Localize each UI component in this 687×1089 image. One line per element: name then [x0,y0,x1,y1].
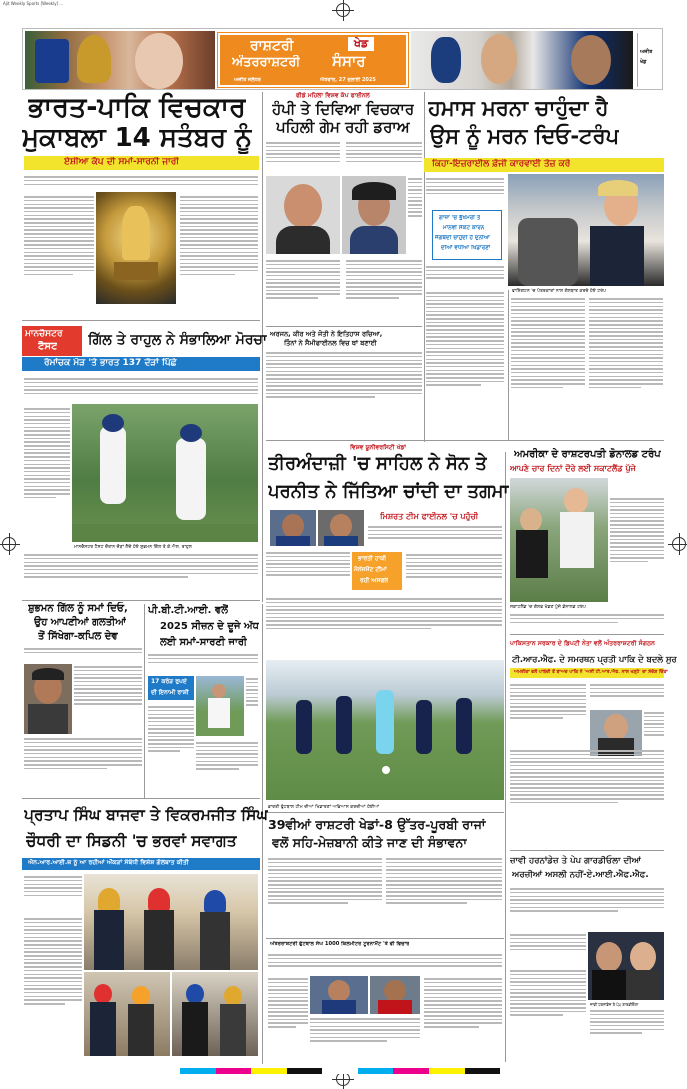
xavi-body-top [510,886,664,932]
hamas-strap-text: ਕਿਹਾ-ਇਜ਼ਰਾਈਲ ਫ਼ੌਜੀ ਕਾਰਵਾਈ ਤੇਜ਼ ਕਰੇ [432,159,571,169]
xavi-headline-2: ਅਰਜ਼ੀਆਂ ਅਸਲੀ ਨਹੀਂ-ਏ.ਆਈ.ਐਫ.ਐਫ. [512,870,649,880]
masthead-date: ਐਤਵਾਰ, 27 ਜੁਲਾਈ 2025 [320,77,376,83]
games-sub-body-left [268,976,308,1060]
section-divider [510,850,664,851]
column-divider [508,290,509,440]
bajwa-strap-text: ਐਨ.ਆਰ.ਆਈ.ਜ਼ ਨੂੰ ਆ ਰਹੀਆਂ ਔਕੜਾਂ ਸੰਬੰਧੀ ਵਿਸ਼ੇਸ਼ ਗੱਲਬਾਤ ਕੀਤੀ [28,859,189,866]
games-sub-body-right [424,976,502,1060]
xavi-body-bottom-left [510,968,586,1060]
print-slug: Ajit Weekly Sports [Weekly] ... [3,1,64,6]
trump-golf-body-bottom [510,612,664,632]
masthead-paper: ਅਜੀਤ ਜਲੰਧਰ [234,77,261,83]
gill-kapil-photo [24,664,72,734]
chess-body-bottom-right [346,258,422,324]
pakistan-strap-text: ਅਮਰੀਕਾ ਵਲੋਂ ਪਾਬੰਦੀ ਤੋਂ ਬਾਅਦ ਪਾਕਿ ਨੇ 'ਅਸੀਂ ਟੀ.ਆਰ.ਐਫ. ਨਾਲ ਖੜ੍ਹੇ' ਦਾ ਸੰਦੇਸ਼ ਦਿੱਤਾ [514,670,668,675]
hamas-headline-1: ਹਮਾਸ ਮਰਨਾ ਚਾਹੁੰਦਾ ਹੈ [428,96,609,120]
asia-cup-headline-2: ਮੁਕਾਬਲਾ 14 ਸਤੰਬਰ ਨੂੰ [22,123,253,153]
manchester-body-left [24,406,70,536]
hamas-inset [432,210,502,260]
masthead-title-right-2: ਸੰਸਾਰ [332,52,366,70]
bajwa-headline-1: ਪ੍ਰਤਾਪ ਸਿੰਘ ਬਾਜਵਾ ਤੇ ਵਿਕਰਮਜੀਤ ਸਿੰਘ [24,806,269,824]
asia-cup-body-right [180,194,258,306]
column-divider [505,452,506,1062]
masthead-left-photos [25,31,215,89]
chess-sub-body [266,350,422,430]
pti-box-2: ਦੀ ਇਨਾਮੀ ਰਾਸ਼ੀ [151,689,189,696]
registration-mark-bottom [336,1072,350,1086]
masthead-title-left-1: ਰਾਸ਼ਟਰੀ [250,38,294,54]
manchester-tag-2: ਟੈਸਟ [38,341,58,352]
pti-headline-1: ਪੀ.ਬੀ.ਟੀ.ਆਈ. ਵਲੋਂ [148,605,228,616]
archery-orange-1: ਭਾਰਤੀ ਹਾਕੀ [358,555,387,562]
manchester-strap [22,357,260,371]
archery-body-sub [368,524,502,548]
column-divider [144,604,145,798]
bajwa-photo-bottom-left [84,972,170,1056]
archery-orange-box [352,552,402,590]
archery-body-bottom [266,596,502,656]
manchester-tag-1: ਮਾਨਚੈਸਟਰ [25,329,63,339]
pti-body-bottom [148,704,194,796]
gill-body-right [74,664,142,734]
pakistan-body-bottom [510,748,664,848]
hamas-headline-2: ਉਸ ਨੂੰ ਮਰਨ ਦਿਓ-ਟਰੰਪ [430,124,620,148]
hamas-body-c2 [511,296,585,440]
gill-body-bottom [24,736,142,796]
games-sub-body-mid [310,1016,420,1060]
manchester-headline: ਗਿੱਲ ਤੇ ਰਾਹੁਲ ਨੇ ਸੰਭਾਲਿਆ ਮੋਰਚਾ [88,332,267,348]
games-sub: ਅੰਤਰਰਾਸ਼ਟਰੀ ਫੁੱਟਬਾਲ ਸੰਘ 1000 ਕਿਲੋਮੀਟਰ ਟੂਰਨਾਮੈਂਟ 'ਤੇ ਵੀ ਵਿਚਾਰ [270,941,410,947]
pti-golf-photo [196,676,244,736]
xavi-body-bottom-right [590,1008,664,1060]
chess-headline-1: ਹੰਪੀ ਤੇ ਦਿਵਿਆ ਵਿਚਕਾਰ [272,100,415,118]
football-caption: ਭਾਰਤੀ ਫੁੱਟਬਾਲ ਟੀਮ ਦੀਆਂ ਖਿਡਾਰਣਾਂ ਅਭਿਆਸ ਕਰਦੀਆਂ ਹੋਈਆਂ [268,805,380,810]
games-sub-body-top [268,952,502,976]
archery-body-right [406,552,502,596]
hamas-body-mid [426,264,504,288]
manchester-body-bottom [24,552,258,598]
archery-headline-2: ਪਰਨੀਤ ਨੇ ਜਿੱਤਿਆ ਚਾਂਦੀ ਦਾ ਤਗਮਾ [268,481,509,502]
archery-body-left [266,550,350,594]
section-divider [266,440,664,441]
masthead-title-left-2: ਅੰਤਰਰਾਸ਼ਟਰੀ [232,55,301,70]
chess-sub-1: ਅਰਜਨ, ਕੀਰ ਅਤੇ ਜੋਤੀ ਨੇ ਇਤਿਹਾਸ ਰਚਿਆ, [270,330,383,338]
asia-cup-strap-text: ਏਸ਼ੀਆ ਕੱਪ ਦੀ ਸਮਾਂ-ਸਾਰਨੀ ਜਾਰੀ [64,157,180,167]
section-divider [22,320,260,321]
asia-cup-trophy-photo [96,192,176,304]
section-divider [22,798,260,799]
games-headline-2: ਵਲੋਂ ਸਹਿ-ਮੇਜ਼ਬਾਨੀ ਕੀਤੇ ਜਾਣ ਦੀ ਸੰਭਾਵਨਾ [272,835,467,850]
chess-headline-2: ਪਹਿਲੀ ਗੇਮ ਰਹੀ ਡਰਾਅ [276,118,410,136]
bajwa-body-left [24,874,82,914]
bajwa-strap [22,858,260,870]
section-divider [266,938,504,939]
archery-orange-2: ਮੈਨੇਜਮੈਂਟ ਟੀਮਾਂ [354,566,387,573]
pti-prize-box [148,676,194,700]
archery-photo-sahil [270,510,316,546]
asia-cup-headline-1: ਭਾਰਤ-ਪਾਕਿ ਵਿਚਕਾਰ [28,92,246,123]
section-divider [510,634,664,635]
hamas-body-c1 [426,290,504,440]
archery-orange-3: ਰਹੀ ਅਸਫਲ [360,577,389,584]
chess-sub-2: ਤਿੰਨਾਂ ਨੇ ਸੈਮੀਫਾਈਨਲ ਵਿਚ ਥਾਂ ਬਣਾਈ [284,339,377,347]
masthead-title-box [218,33,408,87]
trump-golf-photo [510,478,608,602]
xavi-caption: ਜ਼ਾਵੀ ਹਰਨਾਂਡੇਜ਼ ਤੇ ਪੇਪ ਗਾਰਡੀਓਲਾ [590,1002,639,1007]
pakistan-body-left [510,682,586,746]
hamas-inset-4: ਦੀਆਂ ਵਧੀਆ ਖਿਡਾਰਣਾਂ [441,245,491,251]
hamas-inset-3: ਜੰਗਬੰਦੀ ਚਾਹੁੰਦੀ ਹੈ ਦੁਨੀਆ [435,235,490,241]
registration-mark-top [336,3,350,17]
pti-body-side [246,676,258,736]
pti-headline-3: ਲਈ ਸਮਾਂ-ਸਾਰਣੀ ਜਾਰੀ [160,637,248,648]
pti-headline-2: 2025 ਸੀਜ਼ਨ ਦੇ ਦੂਜੇ ਅੱਧ [160,621,259,632]
masthead-page-label: ਅਜੀਤ ਖੇਡ [640,49,653,65]
games-headline-1: 39ਵੀਆਂ ਰਾਸ਼ਟਰੀ ਖੇਡਾਂ-8 ਉੱਤਰ-ਪੂਰਬੀ ਰਾਜਾਂ [268,817,486,832]
pti-body-bottom-right [196,740,258,796]
masthead-right-photos [411,31,633,89]
gill-headline-3: ਤੋਂ ਸਿੱਖੇਗਾ-ਕਪਿਲ ਦੇਵ [38,631,118,642]
gill-headline-2: ਉਹ ਆਪਣੀਆਂ ਗਲਤੀਆਂ [34,617,127,628]
column-divider [262,604,263,1064]
hamas-inset-2: ਮਾਨਵੀ ਸੰਕਟ ਕਾਰਨ [443,225,485,231]
bajwa-photo-bottom-right [172,972,258,1056]
trump-golf-headline-2: ਆਪਣੇ ਚਾਰ ਦਿਨਾਂ ਦੌਰੇ ਲਈ ਸਕਾਟਲੈਂਡ ਪੁੱਜੇ [510,464,636,473]
column-divider [424,92,425,442]
games-body-left [268,856,382,936]
chess-photo-divya [342,176,406,254]
chess-body-right [346,140,422,174]
gill-headline-1: ਸ਼ੁਭਮਨ ਗਿੱਲ ਨੂੰ ਸਮਾਂ ਦਿਓ, [28,603,128,614]
archery-kicker: ਵਿਸ਼ਵ ਯੂਨੀਵਰਸਿਟੀ ਖੇਡਾਂ [350,444,407,451]
masthead-title-right-1: ਖੇਡ [348,37,374,51]
registration-mark-left [2,537,16,551]
xavi-photo [588,932,664,1000]
hamas-caption: ਵਾਸ਼ਿੰਗਟਨ 'ਚ ਪੱਤਰਕਾਰਾਂ ਨਾਲ ਗੱਲਬਾਤ ਕਰਦੇ ਹੋਏ ਟਰੰਪ [512,289,607,294]
hamas-strap [424,158,664,172]
bajwa-photo-top [84,874,258,970]
trump-golf-body-right [610,496,664,602]
manchester-caption: ਮਾਨਚੈਸਟਰ ਟੈਸਟ ਦੌਰਾਨ ਦੌੜਾਂ ਲੈਂਦੇ ਹੋਏ ਸ਼ੁਭਮਨ ਗਿੱਲ ਤੇ ਕੇ.ਐਲ. ਰਾਹੁਲ [74,545,192,550]
registration-mark-right [672,537,686,551]
chess-body-side [408,176,422,254]
section-divider [266,812,504,813]
archery-photo-parneet [318,510,364,546]
archery-headline-1: ਤੀਰਅੰਦਾਜ਼ੀ 'ਚ ਸਾਹਿਲ ਨੇ ਸੋਨ ਤੇ [268,453,487,474]
chess-body-bottom-left [266,258,340,324]
xavi-headline-1: ਜ਼ਾਵੀ ਹਰਨਾਂਡੇਜ਼ ਤੇ ਪੇਪ ਗਾਰਡੀਓਲਾ ਦੀਆਂ [510,856,642,866]
games-photo-1 [310,976,368,1014]
hamas-body-c3 [589,296,663,440]
games-body-right [386,856,502,936]
masthead [22,28,663,90]
hamas-inset-1: ਗਾਜ਼ਾ 'ਚ ਭੁੱਖਮਰੀ ਤੇ [439,215,481,221]
manchester-strap-text: ਰੋਮਾਂਚਕ ਮੋੜ 'ਤੇ ਭਾਰਤ 137 ਦੌੜਾਂ ਪਿੱਛੇ [44,358,177,368]
pakistan-headline-1: ਪਾਕਿਸਤਾਨ ਸਰਕਾਰ ਦੇ ਡਿਪਟੀ ਨੇਤਾ ਵਲੋਂ ਅੰਤਰਰਾਸ਼ਟਰੀ ਸੰਗਠਨ [510,640,656,647]
manchester-cricket-photo [72,404,258,542]
manchester-body-top [24,376,258,406]
chess-photo-humpy [266,176,340,254]
pti-box-1: 17 ਕਰੋੜ ਰੁਪਏ [151,678,187,685]
manchester-tag [22,326,82,356]
bajwa-body-left-2 [24,916,82,1056]
bajwa-headline-2: ਚੌਧਰੀ ਦਾ ਸਿਡਨੀ 'ਚ ਭਰਵਾਂ ਸਵਾਗਤ [26,832,237,850]
asia-cup-strap [24,156,259,170]
trump-golf-headline-1: ਅਮਰੀਕਾ ਦੇ ਰਾਸ਼ਟਰਪਤੀ ਡੋਨਾਲਡ ਟਰੰਪ [514,449,661,460]
color-bar [180,1068,500,1074]
hamas-body-top [426,176,504,206]
chess-body-left [266,140,340,174]
pakistan-body-right [590,682,664,710]
pakistan-headline-2: ਟੀ.ਆਰ.ਐਫ. ਦੇ ਸਮਰਥਨ ਪ੍ਰਤੀ ਪਾਕਿ ਦੇ ਬਦਲੇ ਸੁਰ [512,654,677,664]
football-photo [266,660,504,800]
archery-sub: ਮਿਸ਼ਰਤ ਟੀਮ ਫਾਈਨਲ 'ਚ ਪਹੁੰਚੀ [380,512,479,521]
section-divider [266,326,422,327]
asia-cup-body [24,174,258,192]
xavi-body-left [510,932,586,966]
hamas-trump-photo [508,174,664,286]
trump-golf-caption: ਸਕਾਟਲੈਂਡ 'ਚ ਗੋਲਫ ਖੇਡਣ ਪੁੱਜੇ ਡੋਨਾਲਡ ਟਰੰਪ [510,605,586,610]
pti-body-top [148,652,258,672]
gill-body-top [24,646,142,662]
chess-kicker: ਫੀਡੇ ਮਹਿਲਾ ਵਿਸ਼ਵ ਕੱਪ ਫਾਈਨਲ [296,92,370,99]
pakistan-strap [510,668,668,678]
asia-cup-body-left [24,194,94,306]
games-photo-2 [370,976,420,1014]
section-divider [22,600,260,601]
masthead-page-box [637,33,661,87]
